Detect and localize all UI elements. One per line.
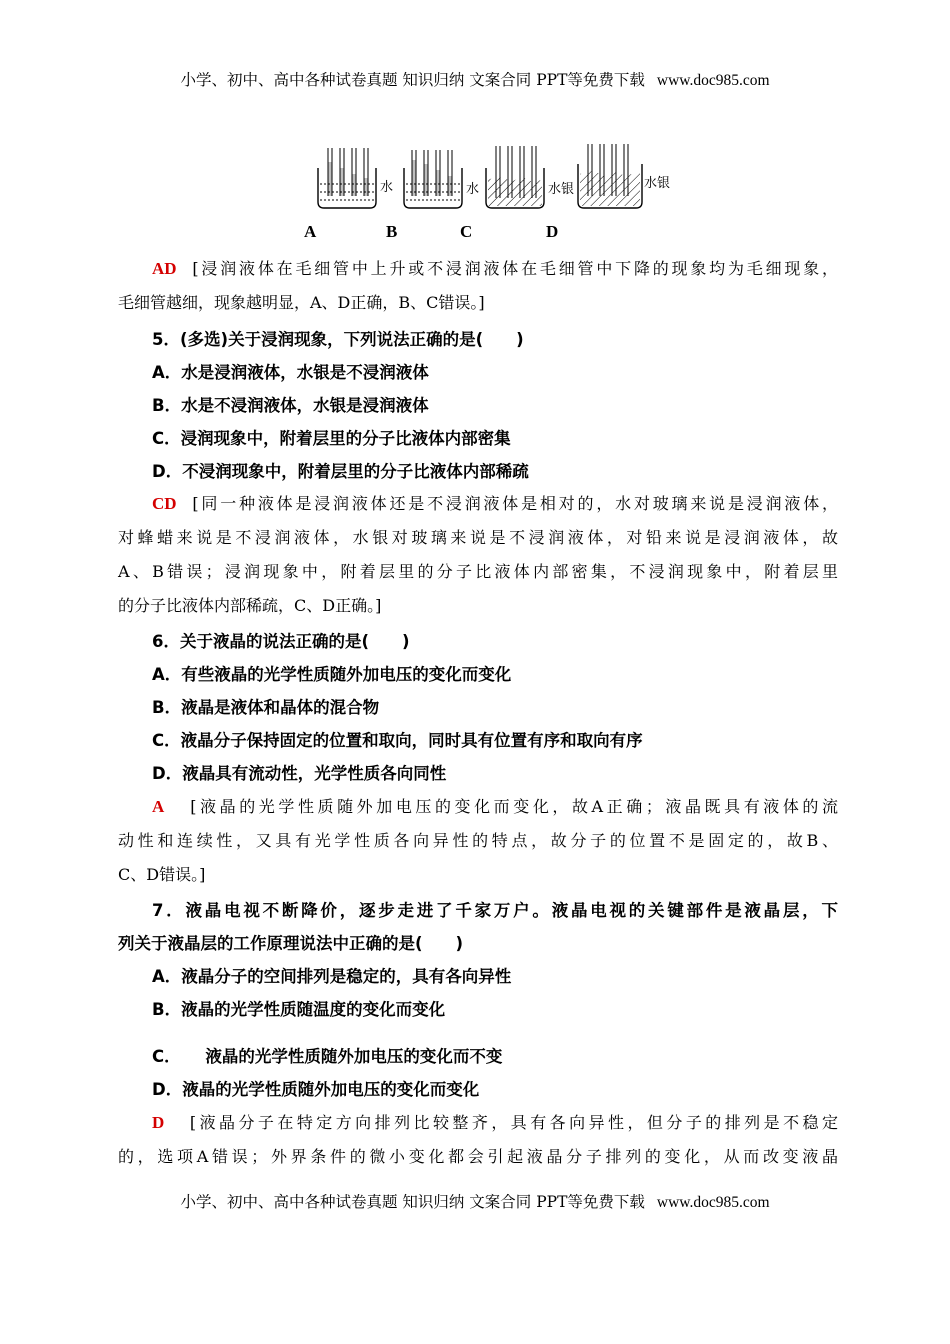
question-6-option-d: D．液晶具有流动性，光学性质各向同性: [152, 764, 447, 783]
answer-7-key: D: [152, 1113, 165, 1132]
answer-6-line-1: [152, 794, 838, 817]
label-water-a: 水: [380, 180, 394, 195]
figure-label-d: D: [546, 222, 559, 241]
beaker-a: [318, 148, 376, 208]
question-7-option-b: B．液晶的光学性质随温度的变化而变化: [152, 1000, 446, 1019]
answer-4-line-1: [152, 256, 838, 279]
answer-5-line-1: [152, 491, 838, 514]
question-5-option-c: C．浸润现象中，附着层里的分子比液体内部密集: [152, 429, 511, 448]
answer-5-line-3: A、B错误；浸润现象中，附着层里的分子比液体内部密集，不浸润现象中，附着层里: [118, 562, 838, 581]
page-header: [0, 68, 950, 90]
page-footer: [0, 1190, 950, 1212]
answer-4-key: AD: [152, 259, 177, 278]
answer-6-key: A: [152, 797, 165, 816]
answer-4-text-1: [浸润液体在毛细管中上升或不浸润液体在毛细管中下降的现象均为毛细现象，: [192, 259, 839, 278]
answer-6-line-3: C、D错误。]: [118, 865, 206, 884]
answer-4-line-2: 毛细管越细，现象越明显，A、D正确，B、C错误。]: [118, 293, 485, 312]
question-5-option-d: D．不浸润现象中，附着层里的分子比液体内部稀疏: [152, 462, 529, 481]
question-7-option-d: D．液晶的光学性质随外加电压的变化而变化: [152, 1080, 480, 1099]
question-6-option-a: A．有些液晶的光学性质随外加电压的变化而变化: [152, 665, 512, 684]
answer-6-line-2: 动性和连续性，又具有光学性质各向异性的特点，故分子的位置不是固定的，故B、: [118, 831, 838, 850]
beaker-d: [578, 144, 642, 208]
question-6-option-b: B．液晶是液体和晶体的混合物: [152, 698, 380, 717]
header-url: www.doc985.com: [656, 72, 770, 89]
beaker-c: [486, 146, 544, 208]
answer-5-line-2: 对蜂蜡来说是不浸润液体，水银对玻璃来说是不浸润液体，对铅来说是浸润液体，故: [118, 528, 838, 547]
question-7-stem-1: 7．液晶电视不断降价，逐步走进了千家万户。液晶电视的关键部件是液晶层，下: [152, 901, 838, 920]
answer-7-line-1: [152, 1110, 838, 1133]
answer-7-line-2: 的，选项A错误；外界条件的微小变化都会引起液晶分子排列的变化，从而改变液晶: [118, 1147, 838, 1166]
figure-label-b: B: [386, 222, 398, 241]
question-7-option-c: C． 液晶的光学性质随外加电压的变化而不变: [152, 1047, 503, 1066]
label-mercury-d: 水银: [644, 176, 671, 191]
footer-text: 小学、初中、高中各种试卷真题 知识归纳 文案合同 PPT等免费下载: [180, 1193, 645, 1211]
question-5-option-a: A．水是浸润液体，水银是不浸润液体: [152, 363, 429, 382]
question-5-stem: 5．(多选)关于浸润现象，下列说法正确的是( ): [152, 330, 524, 349]
answer-5-line-4: 的分子比液体内部稀疏，C、D正确。]: [118, 596, 382, 615]
label-water-b: 水: [466, 182, 480, 197]
question-7-stem-2: 列关于液晶层的工作原理说法中正确的是( ): [118, 934, 464, 953]
question-7-option-a: A．液晶分子的空间排列是稳定的，具有各向异性: [152, 967, 512, 986]
question-6-option-c: C．液晶分子保持固定的位置和取向，同时具有位置有序和取向有序: [152, 731, 643, 750]
label-mercury-c: 水银: [548, 182, 575, 197]
answer-7-text-1: [液晶分子在特定方向排列比较整齐，具有各向异性，但分子的排列是不稳定: [189, 1113, 838, 1132]
question-6-stem: 6．关于液晶的说法正确的是( ): [152, 632, 410, 651]
footer-url: www.doc985.com: [656, 1194, 770, 1211]
answer-5-key: CD: [152, 494, 177, 513]
answer-5-text-1: [同一种液体是浸润液体还是不浸润液体是相对的，水对玻璃来说是浸润液体，: [192, 494, 839, 513]
figure-label-a: A: [304, 222, 317, 241]
header-text: 小学、初中、高中各种试卷真题 知识归纳 文案合同 PPT等免费下载: [180, 71, 645, 89]
figure-label-c: C: [460, 222, 473, 241]
answer-6-text-1: [液晶的光学性质随外加电压的变化而变化，故A正确；液晶既具有液体的流: [190, 797, 838, 816]
capillary-diagram: [300, 140, 680, 248]
beaker-b: [404, 150, 462, 208]
capillary-figure: [300, 140, 680, 248]
question-5-option-b: B．水是不浸润液体，水银是浸润液体: [152, 396, 429, 415]
